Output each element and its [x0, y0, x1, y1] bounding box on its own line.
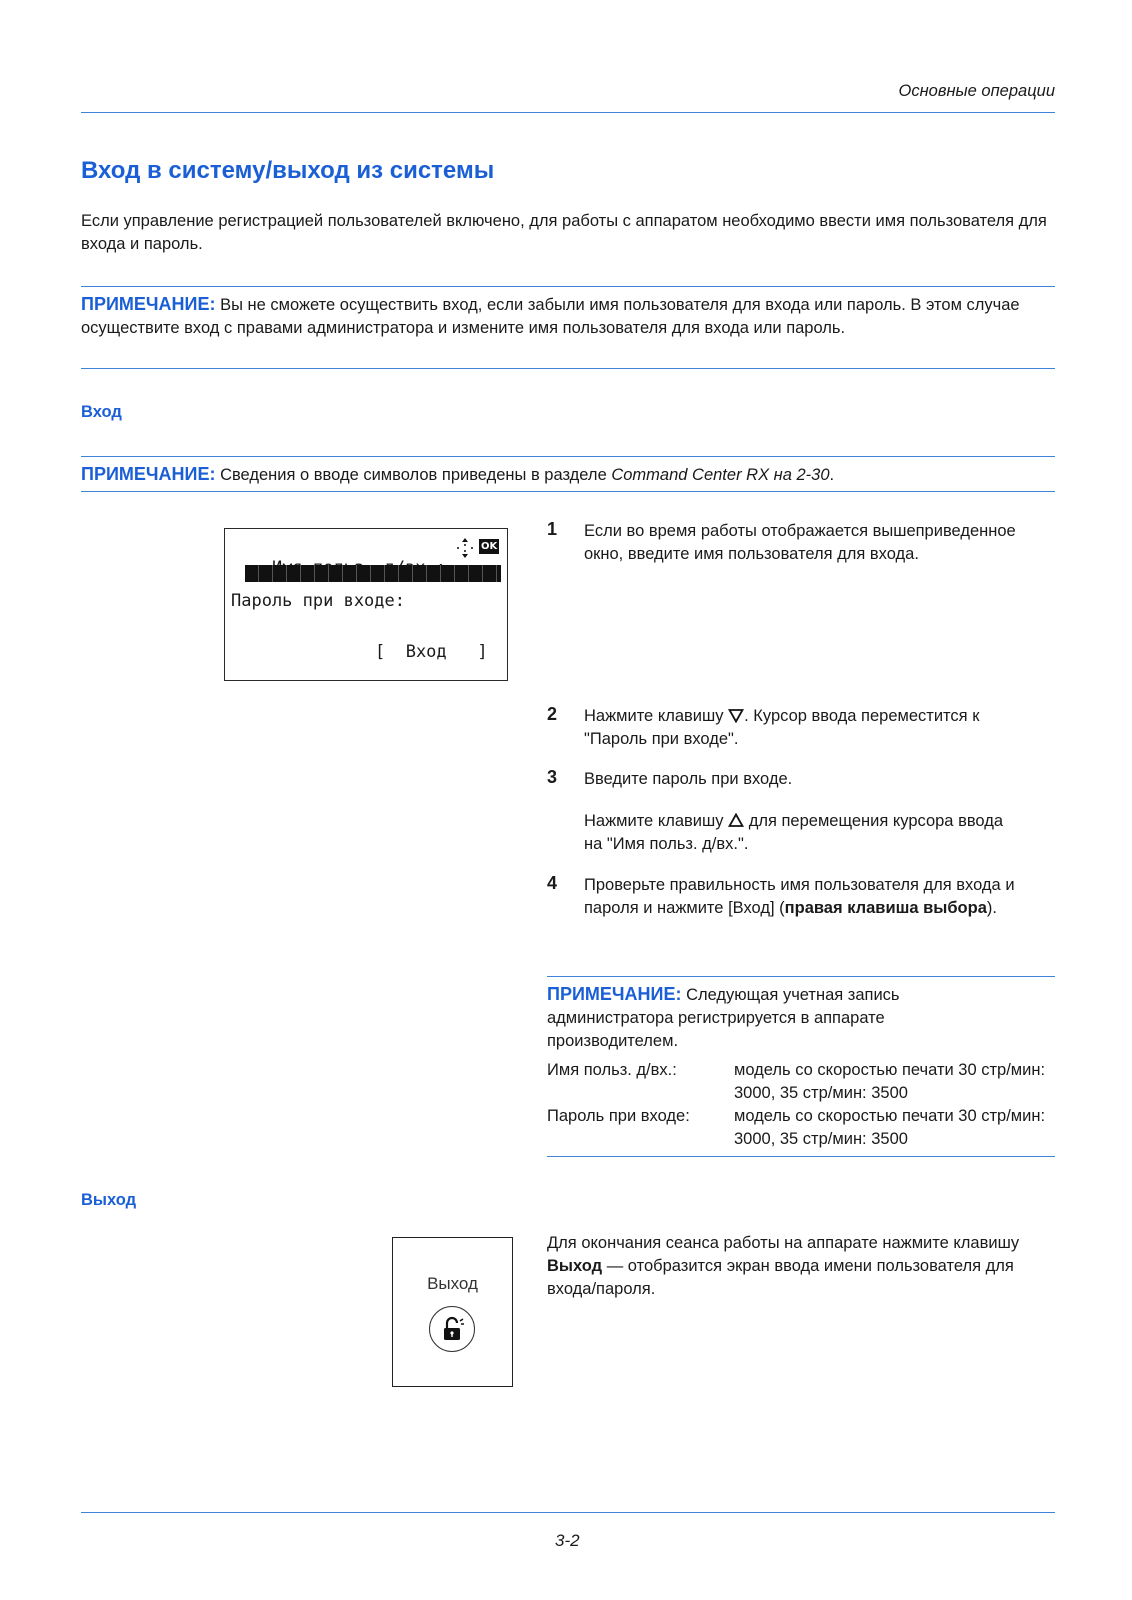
step-2-text-a: Нажмите клавишу [584, 707, 724, 725]
login-note-label: ПРИМЕЧАНИЕ: [81, 464, 216, 484]
step-4-text [584, 874, 1044, 920]
step-3-text: Введите пароль при входе. [584, 770, 793, 788]
step-2-text [584, 705, 1044, 751]
lcd-password-label: Пароль при входе: [231, 591, 405, 611]
step-1-number: 1 [547, 519, 558, 539]
note1-top-rule [81, 286, 1055, 287]
step-1-text: Если во время работы отображается вышеприведенное окно, введите имя пользователя для входа. [584, 522, 1016, 563]
note2 [547, 983, 977, 1053]
note1 [81, 293, 1055, 340]
note2-top-rule [547, 976, 1055, 977]
note2-bottom-rule [547, 1156, 1055, 1157]
logout-key-label: Выход [427, 1274, 478, 1293]
page-number: 3-2 [555, 1531, 580, 1550]
lcd-screen [224, 528, 508, 681]
step-3-subtext-a: Нажмите клавишу [584, 812, 724, 830]
step-4-text-b: ). [986, 899, 997, 917]
logout-heading: Выход [81, 1191, 137, 1209]
login-note-end: . [829, 466, 835, 484]
login-note [81, 463, 1055, 487]
step-2-number: 2 [547, 704, 558, 724]
note2-value-password: модель со скоростью печати 30 стр/мин: 3000, 35 стр/мин: 3500 [734, 1107, 1046, 1148]
login-note-ref: Command Center RX на 2-30 [611, 466, 830, 484]
note1-text: Вы не сможете осуществить вход, если забыли имя пользователя для входа или пароль. В этом случае осуществите вход с правами администратора и измените имя пользователя для входа или пароль. [81, 296, 1020, 337]
login-note-bottom-rule [81, 491, 1055, 492]
step-3-number: 3 [547, 767, 558, 787]
login-heading: Вход [81, 403, 122, 421]
step-3-subtext [584, 810, 1024, 856]
logout-key-panel [392, 1237, 513, 1387]
logout-text-bold: Выход [547, 1257, 603, 1275]
note1-bottom-rule [81, 368, 1055, 369]
note2-key-password: Пароль при входе: [547, 1107, 690, 1125]
page-title: Вход в систему/выход из системы [81, 157, 495, 184]
step-2-text-b: . Курсор ввода переместится к "Пароль при входе". [584, 707, 980, 748]
logout-text [547, 1232, 1027, 1301]
note2-label: ПРИМЕЧАНИЕ: [547, 984, 682, 1004]
step-4-bold: правая клавиша выбора [784, 899, 987, 917]
step-4-number: 4 [547, 873, 558, 893]
login-note-text: Сведения о вводе символов приведены в разделе [220, 466, 607, 484]
ok-icon: OK [481, 541, 498, 552]
up-triangle-icon [728, 813, 744, 828]
logout-text-b: — отобразится экран ввода имени пользователя для входа/пароля. [547, 1257, 1014, 1298]
down-triangle-icon [728, 708, 744, 723]
lcd-login-softkey[interactable]: [ Вход ] [375, 642, 488, 662]
note1-label: ПРИМЕЧАНИЕ: [81, 294, 216, 314]
logout-text-a: Для окончания сеанса работы на аппарате нажмите клавишу [547, 1234, 1020, 1252]
step-3-subtext-b: для перемещения курсора ввода на "Имя польз. д/вх.". [584, 812, 1004, 853]
intro-paragraph: Если управление регистрацией пользователей включено, для работы с аппаратом необходимо ввести имя пользователя для входа и пароль. [81, 212, 1047, 253]
username-entry-bar [245, 565, 501, 582]
note2-value-username: модель со скоростью печати 30 стр/мин: 3000, 35 стр/мин: 3500 [734, 1061, 1046, 1102]
logout-key-button[interactable] [429, 1306, 475, 1352]
unlock-icon [430, 1307, 474, 1351]
login-note-top-rule [81, 456, 1055, 457]
step-4-text-a: Проверьте правильность имя пользователя для входа и пароля и нажмите [Вход] ( [584, 876, 1015, 917]
arrow-cross-icon [455, 537, 475, 559]
header-rule [81, 112, 1055, 113]
note2-text: Следующая учетная запись администратора регистрируется в аппарате производителем. [547, 986, 900, 1050]
note2-key-username: Имя польз. д/вх.: [547, 1061, 677, 1079]
running-header: Основные операции [898, 82, 1055, 100]
footer-rule [81, 1512, 1055, 1513]
